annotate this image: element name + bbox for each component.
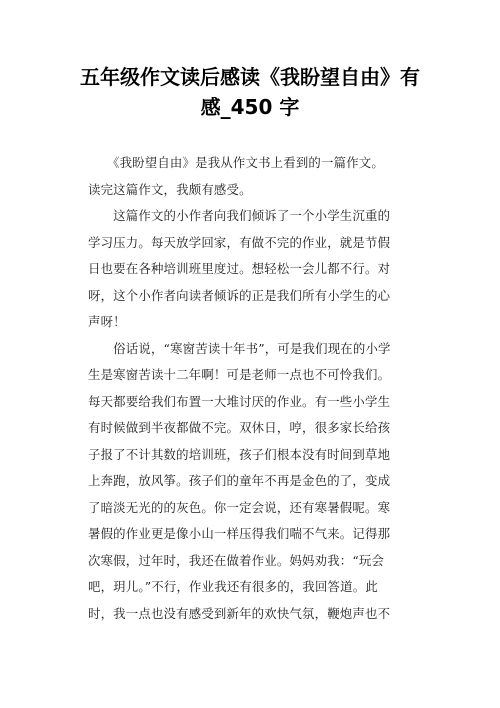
body-line: 子报了不计其数的培训班，孩子们根本没有时间到草地: [88, 446, 391, 462]
body-line: 每天都要给我们布置一大堆讨厌的作业。有一些小学生: [88, 393, 391, 409]
body-line: 生是寒窗苦读十二年啊！可是老师一点也不可怜我们。: [88, 367, 391, 382]
title-line-2: 感_450 字: [200, 95, 300, 119]
body-line: 声呀！: [88, 314, 126, 329]
body-line: 这篇作文的小作者向我们倾诉了一个小学生沉重的: [88, 208, 391, 223]
body-line: 俗话说，“寒窗苦读十年书”，可是我们现在的小学: [88, 340, 391, 356]
body-line: 有时候做到半夜都做不完。双休日，哼，很多家长给孩: [88, 420, 391, 435]
body-line: 次寒假，过年时，我还在做着作业。妈妈劝我：“玩会: [88, 552, 385, 568]
body-line: 上奔跑，放风筝。孩子们的童年不再是金色的了，变成: [88, 473, 391, 488]
body-line: 呀，这个小作者向读者倾诉的正是我们所有小学生的心: [88, 287, 391, 303]
body-line: 吧，玥儿。”不行，作业我还有很多的，我回答道。此: [88, 579, 378, 594]
body-line: 日也要在各种培训班里度过。想轻松一会儿都不行。对: [88, 261, 391, 276]
body-line: 《我盼望自由》是我从作文书上看到的一篇作文。: [88, 155, 384, 170]
body-line: 了暗淡无光的的灰色。你一定会说，还有寒暑假呢。寒: [88, 499, 391, 515]
body-line: 暑假的作业更是像小山一样压得我们喘不气来。记得那: [88, 526, 391, 541]
body-line: 时，我一点也没有感受到新年的欢快气氛，鞭炮声也不: [88, 605, 391, 621]
document-title: [78, 62, 422, 122]
title-line-1: 五年级作文读后感读《我盼望自由》有: [80, 65, 420, 89]
document-body: [88, 150, 418, 627]
body-line: 读完这篇作文，我颇有感受。: [88, 181, 252, 197]
body-line: 学习压力。每天放学回家，有做不完的作业，就是节假: [88, 234, 391, 250]
